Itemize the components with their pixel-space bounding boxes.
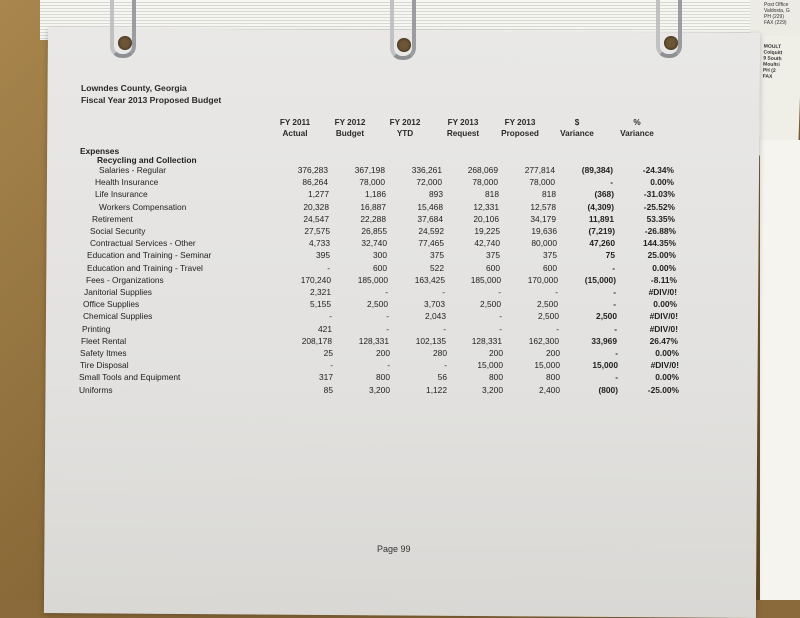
row-value: 2,500 [538, 311, 559, 322]
row-value: 185,000 [357, 274, 388, 285]
row-value: - [612, 262, 615, 273]
page-number: Page 99 [377, 544, 411, 554]
row-label: Contractual Services - Other [90, 238, 196, 249]
row-value: 280 [433, 348, 447, 358]
row-value: 78,000 [529, 177, 555, 188]
row-value: #DIV/0! [650, 360, 679, 371]
column-header-line1: % [633, 118, 641, 127]
side-document-top-text: Post Office Valdosta, G PH (229) FAX (229) [764, 2, 790, 26]
table-row [0, 311, 800, 323]
row-value: 185,000 [470, 274, 501, 285]
row-value: 893 [429, 189, 443, 200]
table-row [0, 287, 800, 299]
row-value: 15,000 [592, 360, 618, 371]
row-value: 300 [373, 250, 387, 261]
row-value: 19,225 [474, 226, 500, 236]
row-value: 818 [485, 189, 499, 200]
row-value: - [499, 311, 502, 322]
row-value: - [613, 287, 616, 297]
row-value: 144.35% [642, 238, 676, 249]
row-value: 77,465 [418, 238, 444, 249]
row-value: 25 [323, 348, 333, 358]
row-value: 800 [489, 372, 503, 383]
row-value: 85 [323, 384, 333, 395]
row-value: 2,500 [367, 299, 388, 310]
row-label: Retirement [92, 213, 133, 224]
row-value: - [614, 323, 617, 334]
row-value: 24,547 [303, 213, 329, 224]
table-row [0, 372, 800, 384]
column-header-line1: FY 2013 [504, 118, 536, 127]
column-header-line2: Variance [620, 129, 654, 138]
table-row [0, 275, 800, 287]
table-row [0, 324, 800, 336]
table-row [0, 299, 800, 311]
row-label: Health Insurance [95, 177, 159, 188]
row-value: 5,155 [310, 299, 331, 310]
row-label: Chemical Supplies [83, 311, 153, 322]
column-header-line1: FY 2012 [334, 118, 366, 127]
row-value: 268,069 [467, 165, 498, 175]
row-value: 3,703 [424, 299, 445, 310]
row-value: 15,468 [417, 201, 443, 212]
column-header-line2: Variance [560, 129, 594, 138]
row-value: - [615, 372, 618, 383]
row-value: 2,400 [539, 384, 560, 395]
row-label: Tire Disposal [80, 360, 129, 371]
row-value: 80,000 [531, 238, 557, 249]
side-document-middle-text: MOULT Colquitt 9 South Moultri PH (2 FAX [762, 43, 783, 80]
row-value: 162,300 [528, 335, 559, 346]
row-value: (89,384) [581, 165, 613, 175]
row-value: 15,000 [477, 360, 503, 371]
org-title: Lowndes County, Georgia [81, 83, 187, 93]
row-value: - [499, 323, 502, 334]
table-row [0, 348, 800, 360]
row-value: 2,043 [425, 311, 446, 322]
table-row [0, 385, 800, 397]
row-value: 20,328 [303, 201, 329, 212]
row-value: 78,000 [359, 177, 385, 188]
row-value: 42,740 [474, 238, 500, 249]
row-value: 53.35% [646, 213, 675, 224]
row-value: 11,891 [588, 213, 614, 224]
row-value: 27,575 [304, 226, 330, 236]
column-header-line1: FY 2012 [389, 118, 421, 127]
column-header-line2: Proposed [501, 129, 539, 138]
subsection-label: Recycling and Collection [97, 155, 197, 165]
row-value: 32,740 [361, 238, 387, 249]
row-label: Fleet Rental [81, 335, 127, 346]
row-label: Uniforms [79, 384, 113, 395]
column-header-line2: YTD [396, 129, 414, 138]
row-value: -25.00% [647, 384, 679, 395]
row-value: 421 [318, 323, 332, 334]
column-header-line1: $ [574, 118, 580, 127]
row-value: - [329, 311, 332, 322]
row-value: 395 [316, 250, 330, 261]
row-value: 22,288 [360, 213, 386, 224]
row-value: 56 [437, 372, 447, 383]
row-value: - [613, 299, 616, 310]
row-value: -25.52% [643, 201, 675, 212]
table-row [0, 177, 800, 189]
row-value: 12,331 [473, 201, 499, 212]
row-value: 200 [489, 348, 503, 358]
row-value: 1,122 [426, 384, 447, 395]
table-row [0, 263, 800, 275]
row-value: 2,500 [596, 311, 617, 322]
row-value: #DIV/0! [648, 287, 677, 297]
row-label: Fees - Organizations [86, 274, 164, 285]
row-value: (368) [594, 189, 614, 200]
row-value: 200 [376, 348, 390, 358]
row-value: 33,969 [591, 335, 617, 346]
binder-ring-left [110, 0, 136, 58]
row-value: 0.00% [655, 348, 679, 358]
binder-ring-right [656, 0, 682, 58]
row-value: 72,000 [416, 177, 442, 188]
row-value: -8.11% [650, 274, 677, 285]
row-label: Education and Training - Travel [87, 262, 203, 273]
row-label: Printing [82, 323, 111, 334]
column-header-line2: Actual [282, 129, 308, 138]
row-value: 375 [543, 250, 557, 261]
table-row [0, 238, 800, 250]
row-value: 24,592 [418, 226, 444, 236]
row-value: 375 [430, 250, 444, 261]
row-label: Workers Compensation [99, 201, 187, 212]
row-value: 3,200 [482, 384, 503, 395]
row-label: Social Security [90, 226, 146, 236]
row-value: - [498, 287, 501, 297]
table-row [0, 202, 800, 214]
column-header-line1: FY 2013 [447, 118, 479, 127]
section-label: Expenses [80, 146, 120, 156]
table-row [0, 226, 800, 238]
row-value: 367,198 [354, 165, 385, 175]
doc-title: Fiscal Year 2013 Proposed Budget [81, 95, 222, 105]
row-label: Life Insurance [95, 189, 148, 200]
row-value: - [387, 360, 390, 371]
row-value: (4,309) [587, 201, 614, 212]
row-label: Janitorial Supplies [84, 287, 152, 297]
row-value: 128,331 [358, 335, 389, 346]
binder-ring-center [390, 0, 416, 60]
row-value: 0.00% [652, 262, 676, 273]
row-label: Salaries - Regular [99, 165, 167, 175]
row-value: 336,261 [411, 165, 442, 175]
row-value: 2,321 [310, 287, 331, 297]
row-value: 15,000 [534, 360, 560, 371]
row-value: 0.00% [650, 177, 674, 188]
row-value: - [327, 262, 330, 273]
row-value: -24.34% [642, 165, 674, 175]
row-value: 86,264 [302, 177, 328, 188]
row-value: 317 [319, 372, 333, 383]
row-value: 20,106 [473, 213, 499, 224]
row-value: 128,331 [471, 335, 502, 346]
row-value: -26.88% [644, 226, 676, 236]
row-value: 37,684 [417, 213, 443, 224]
row-value: 0.00% [655, 372, 679, 383]
table-row [0, 250, 800, 262]
row-value: 26,855 [361, 226, 387, 236]
table-row [0, 189, 800, 201]
row-value: 170,000 [527, 274, 558, 285]
row-value: - [386, 323, 389, 334]
row-value: 375 [486, 250, 500, 261]
row-label: Safety Itmes [80, 348, 127, 358]
row-value: 200 [546, 348, 560, 358]
row-value: 2,500 [537, 299, 558, 310]
row-value: - [443, 323, 446, 334]
row-value: - [556, 323, 559, 334]
row-value: - [610, 177, 613, 188]
row-value: 600 [486, 262, 500, 273]
row-value: 0.00% [653, 299, 677, 310]
row-value: #DIV/0! [649, 311, 678, 322]
row-value: - [555, 287, 558, 297]
row-label: Small Tools and Equipment [79, 372, 181, 383]
row-value: 3,200 [369, 384, 390, 395]
row-value: 19,636 [531, 226, 557, 236]
row-value: 75 [605, 250, 615, 261]
row-value: - [330, 360, 333, 371]
row-value: 800 [376, 372, 390, 383]
row-value: 277,814 [524, 165, 555, 175]
row-value: 47,260 [589, 238, 615, 249]
row-value: 2,500 [480, 299, 501, 310]
row-value: - [385, 287, 388, 297]
row-value: 170,240 [300, 274, 331, 285]
row-value: (800) [598, 384, 618, 395]
table-row [0, 165, 800, 177]
row-value: 16,887 [360, 201, 386, 212]
table-row [0, 214, 800, 226]
row-value: 600 [543, 262, 557, 273]
row-value: 600 [373, 262, 387, 273]
row-value: 1,186 [365, 189, 386, 200]
row-label: Education and Training - Seminar [87, 250, 212, 261]
row-value: 78,000 [472, 177, 498, 188]
row-value: 522 [430, 262, 444, 273]
row-value: 376,283 [297, 165, 328, 175]
row-value: 4,733 [309, 238, 330, 249]
row-value: - [444, 360, 447, 371]
column-header-line2: Budget [335, 129, 365, 138]
row-value: (7,219) [588, 226, 615, 236]
row-value: (15,000) [584, 274, 616, 285]
row-value: 163,425 [414, 274, 445, 285]
row-value: 26.47% [649, 335, 678, 346]
row-value: - [442, 287, 445, 297]
row-value: - [386, 311, 389, 322]
row-value: 25.00% [647, 250, 676, 261]
table-row [0, 360, 800, 372]
row-value: 800 [546, 372, 560, 383]
row-value: #DIV/0! [649, 323, 678, 334]
row-value: 1,277 [308, 189, 329, 200]
row-value: 208,178 [301, 335, 332, 346]
row-value: 818 [542, 189, 556, 200]
row-value: 102,135 [415, 335, 446, 346]
column-header-line1: FY 2011 [279, 118, 311, 127]
row-value: 34,179 [530, 213, 556, 224]
row-value: - [615, 348, 618, 358]
row-label: Office Supplies [83, 299, 140, 310]
row-value: 12,578 [530, 201, 556, 212]
row-value: -31.03% [643, 189, 675, 200]
column-header-line2: Request [446, 129, 480, 138]
table-row [0, 336, 800, 348]
